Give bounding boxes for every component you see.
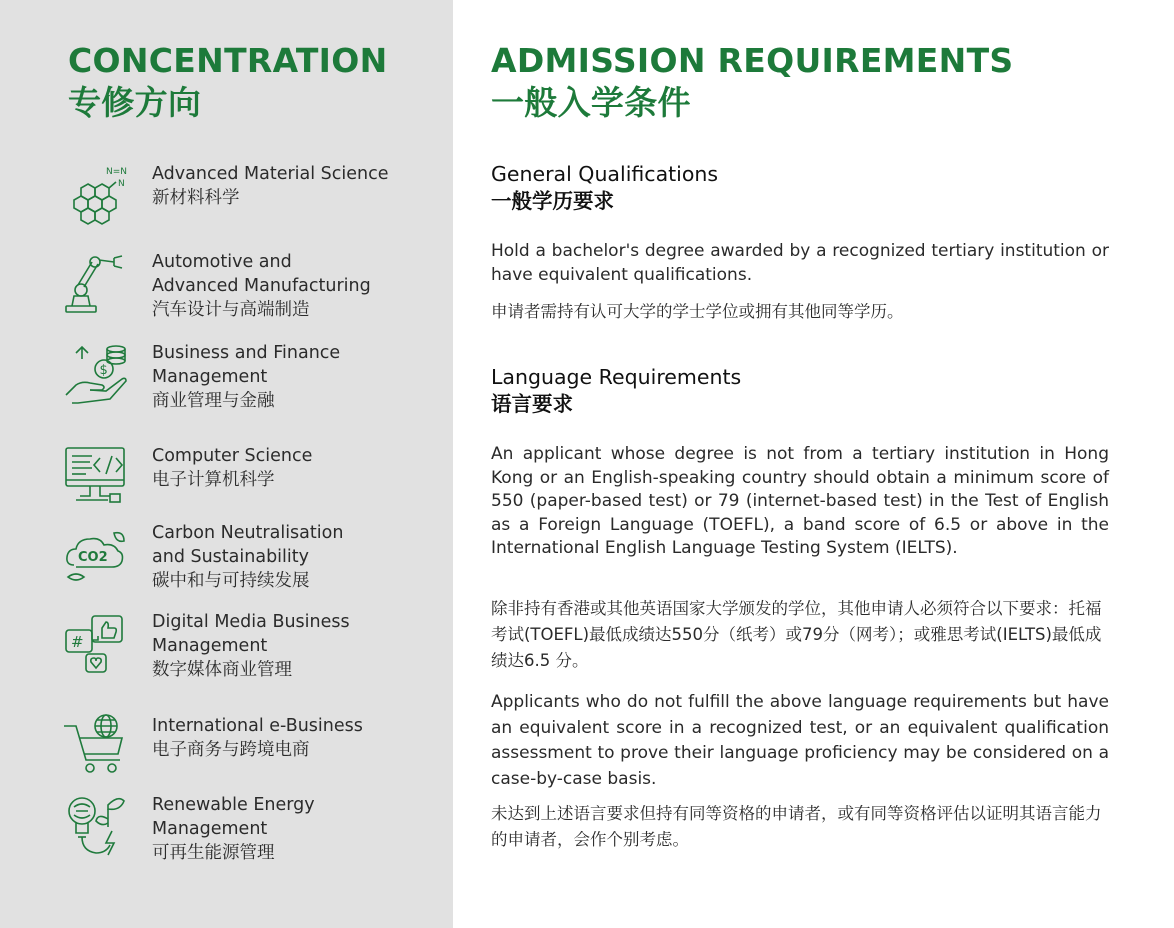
concentration-label-line: Business and Finance bbox=[152, 343, 341, 363]
concentration-label-line: 电子商务与跨境电商 bbox=[152, 740, 310, 760]
concentration-label-line: 可再生能源管理 bbox=[152, 843, 275, 863]
concentration-label-line: 汽车设计与高端制造 bbox=[152, 300, 310, 320]
concentration-label-line: International e-Business bbox=[152, 716, 363, 736]
concentration-label-line: Computer Science bbox=[152, 446, 313, 466]
concentration-label-line: and Sustainability bbox=[152, 547, 309, 567]
concentration-label-line: Management bbox=[152, 636, 268, 656]
concentration-item bbox=[62, 250, 432, 326]
concentration-item bbox=[62, 341, 432, 417]
co2-cloud-icon bbox=[62, 521, 130, 589]
language-text2-en: Applicants who do not fulfill the above language requirements but have an equivalent score in a recognized test, or an equivalent qualification assessment to prove their language proficiency may be considered on a case-by-case basis. bbox=[491, 692, 1109, 789]
svg-text:CO2: CO2 bbox=[78, 550, 108, 565]
concentration-item bbox=[62, 714, 432, 790]
concentration-title-en: CONCENTRATION bbox=[68, 41, 388, 80]
svg-text:N=N: N=N bbox=[106, 167, 128, 177]
hexagon-molecule-icon bbox=[62, 162, 130, 230]
concentration-item bbox=[62, 521, 432, 597]
concentration-label-line: Management bbox=[152, 367, 268, 387]
admission-title bbox=[491, 40, 1013, 124]
concentration-label-line: Carbon Neutralisation bbox=[152, 523, 344, 543]
language-heading-zh: 语言要求 bbox=[491, 392, 573, 416]
concentration-label-line: Advanced Manufacturing bbox=[152, 276, 371, 296]
robot-arm-icon bbox=[62, 250, 130, 318]
concentration-label-line: Digital Media Business bbox=[152, 612, 350, 632]
general-heading-zh: 一般学历要求 bbox=[491, 189, 614, 213]
concentration-label-line: Renewable Energy bbox=[152, 795, 315, 815]
concentration-label-line: Management bbox=[152, 819, 268, 839]
concentration-title bbox=[68, 40, 388, 124]
svg-text:N: N bbox=[118, 179, 125, 189]
computer-code-icon bbox=[62, 444, 130, 512]
concentration-item bbox=[62, 793, 432, 869]
language-text2-zh: 未达到上述语言要求但持有同等资格的申请者，或有同等资格评估以证明其语言能力的申请者，会作个别考虑。 bbox=[491, 804, 1102, 849]
language-text-zh: 除非持有香港或其他英语国家大学颁发的学位，其他申请人必须符合以下要求：托福考试(TOEFL)最低成绩达550分（纸考）或79分（网考）；或雅思考试(IELTS)最低成绩达6.5 分。 bbox=[491, 599, 1102, 670]
general-text-zh: 申请者需持有认可大学的学士学位或拥有其他同等学历。 bbox=[491, 302, 904, 321]
language-heading-en: Language Requirements bbox=[491, 365, 742, 389]
concentration-item bbox=[62, 162, 432, 238]
concentration-panel bbox=[0, 0, 453, 928]
svg-text:#: # bbox=[71, 633, 84, 651]
general-text-en: Hold a bachelor's degree awarded by a recognized tertiary institution or have equivalent qualifications. bbox=[491, 241, 1109, 285]
shopping-cart-globe-icon bbox=[62, 714, 130, 782]
language-text-en: An applicant whose degree is not from a tertiary institution in Hong Kong or an English-speaking country should obtain a minimum score of 550 (paper-based test) or 79 (internet-based test) in the Test of English as a Foreign Language (TOEFL), a band score of 6.5 or above in the International English Language Testing System (IELTS). bbox=[491, 444, 1109, 558]
social-media-icon bbox=[62, 610, 130, 678]
admission-title-zh: 一般入学条件 bbox=[491, 83, 691, 122]
svg-text:$: $ bbox=[99, 363, 108, 378]
language-requirements-heading bbox=[491, 364, 741, 418]
concentration-title-zh: 专修方向 bbox=[68, 83, 202, 122]
concentration-item bbox=[62, 610, 432, 686]
concentration-label-line: Automotive and bbox=[152, 252, 292, 272]
concentration-label-line: 数字媒体商业管理 bbox=[152, 660, 292, 680]
concentration-label-line: Advanced Material Science bbox=[152, 164, 389, 184]
admission-title-en: ADMISSION REQUIREMENTS bbox=[491, 41, 1014, 80]
general-heading-en: General Qualifications bbox=[491, 162, 719, 186]
concentration-label-line: 商业管理与金融 bbox=[152, 391, 275, 411]
admission-panel bbox=[453, 0, 1174, 928]
concentration-label-line: 碳中和与可持续发展 bbox=[152, 571, 310, 591]
renewable-energy-icon bbox=[62, 793, 130, 861]
general-qualifications-heading bbox=[491, 161, 718, 215]
concentration-label-line: 电子计算机科学 bbox=[152, 470, 275, 490]
hand-money-icon bbox=[62, 341, 130, 409]
concentration-item bbox=[62, 444, 432, 520]
concentration-label-line: 新材料科学 bbox=[152, 188, 240, 208]
